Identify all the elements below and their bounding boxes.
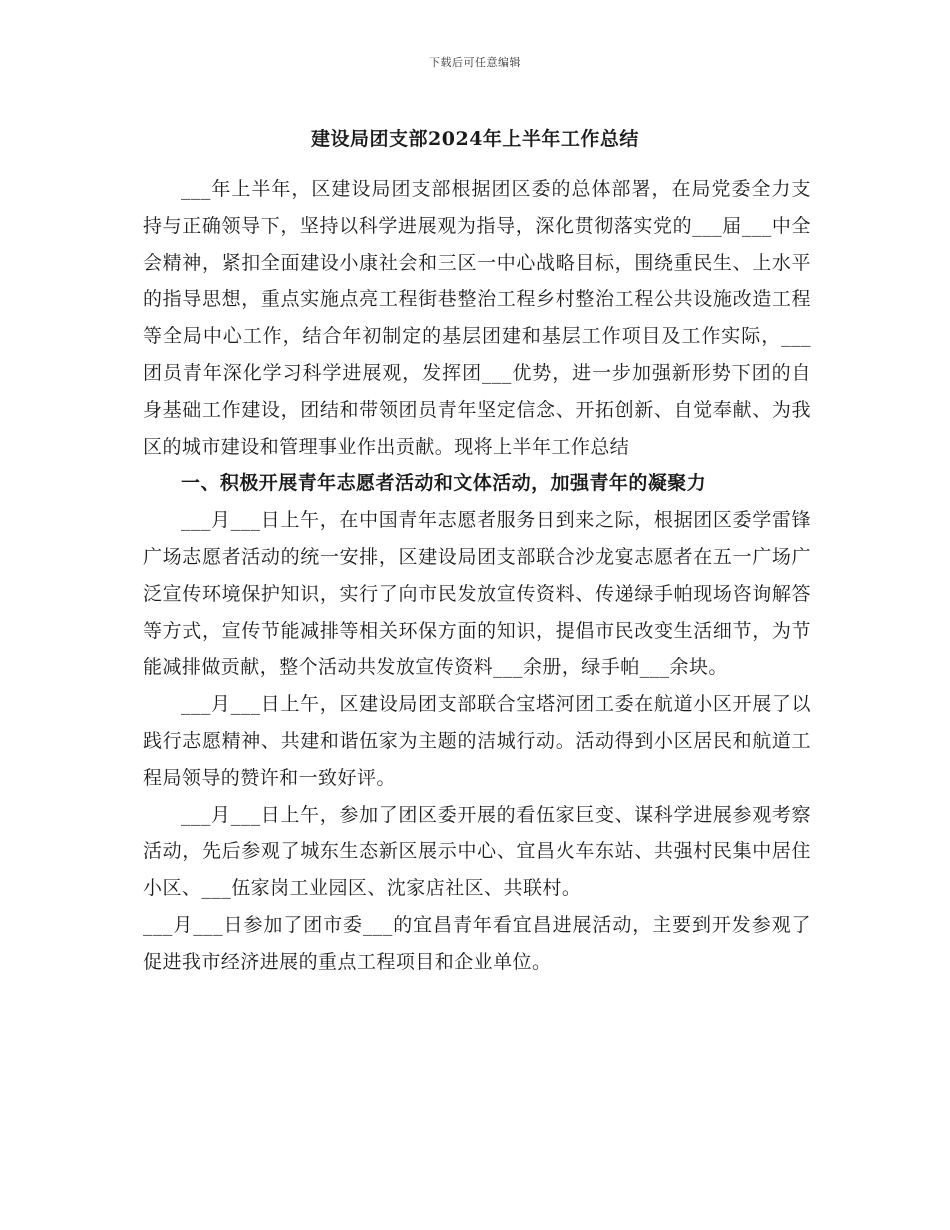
body-paragraph: ___月___日上午，在中国青年志愿者服务日到来之际，根据团区委学雷锋广场志愿者活动的统一安排，区建设局团支部联合沙龙宴志愿者在五一广场广泛宣传环境保护知识，实行了向市民发放宣传资料、传递绿手帕现场咨询解答等方式，宣传节能减排等相关环保方面的知识，提倡市民改变生活细节，为节能减排做贡献，整个活动共发放宣传资料___余册，绿手帕___余块。	[143, 509, 811, 679]
body-paragraph: ___月___日上午，区建设局团支部联合宝塔河团工委在航道小区开展了以践行志愿精神、共建和谐伍家为主题的洁城行动。活动得到小区居民和航道工程局领导的赞许和一致好评。	[143, 693, 811, 789]
document-title: 建设局团支部2024年上半年工作总结	[311, 128, 639, 150]
header-note: 下载后可任意编辑	[429, 56, 521, 69]
body-paragraph-continued: ___月___日参加了团市委___的宜昌青年看宜昌进展活动，主要到开发参观了促进我市经济进展的重点工程项目和企业单位。	[143, 913, 811, 973]
body-paragraph: ___月___日上午，参加了团区委开展的看伍家巨变、谋科学进展参观考察活动，先后参观了城东生态新区展示中心、宜昌火车东站、共强村民集中居住小区、___伍家岗工业园区、沈家店社区、共联村。	[143, 803, 811, 900]
document-body	[143, 171, 811, 981]
section-heading-1: 一、积极开展青年志愿者活动和文体活动，加强青年的凝聚力	[181, 472, 707, 495]
intro-paragraph: ___年上半年，区建设局团支部根据团区委的总体部署，在局党委全力支持与正确领导下，坚持以科学进展观为指导，深化贯彻落实党的___届___中全会精神，紧扣全面建设小康社会和三区一中心战略目标，围绕重民生、上水平的指导思想，重点实施点亮工程街巷整治工程乡村整治工程公共设施改造工程等全局中心工作，结合年初制定的基层团建和基层工作项目及工作实际，___团员青年深化学习科学进展观，发挥团___优势，进一步加强新形势下团的自身基础工作建设，团结和带领团员青年坚定信念、开拓创新、自觉奉献、为我区的城市建设和管理事业作出贡献。现将上半年工作总结	[143, 178, 811, 458]
